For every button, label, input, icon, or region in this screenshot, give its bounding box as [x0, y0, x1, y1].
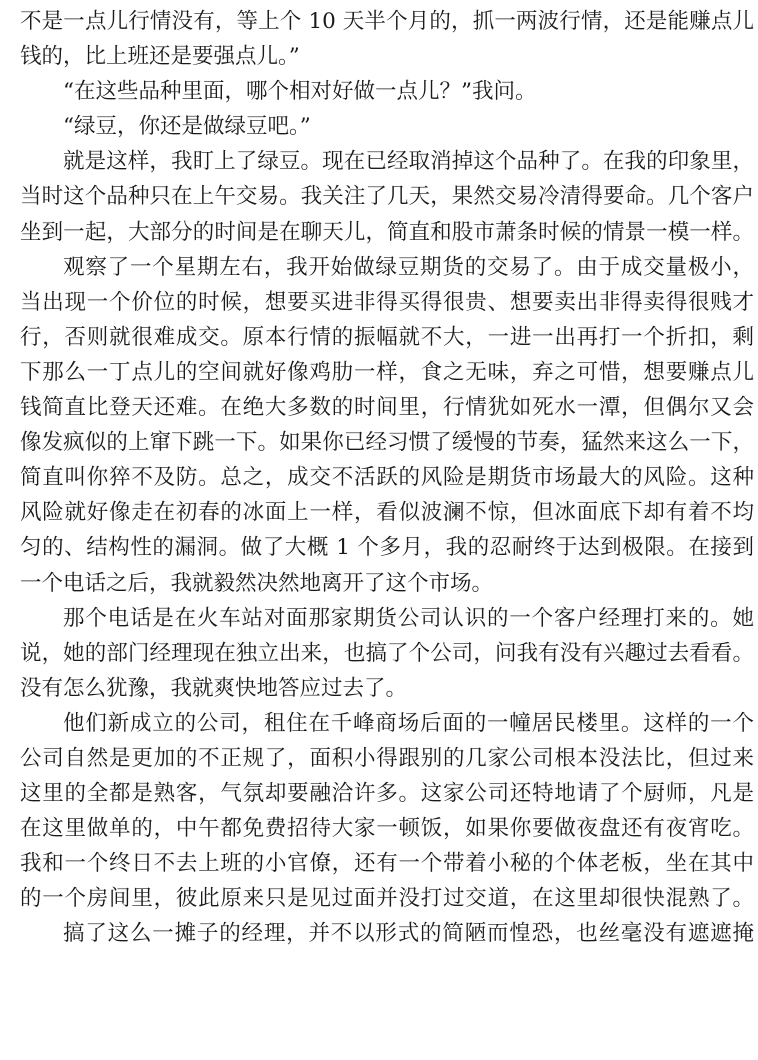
- text-line: 下那么一丁点儿的空间就好像鸡肋一样，食之无味，弃之可惜，想要赚点儿: [20, 359, 754, 385]
- text-line: 一个电话之后，我就毅然决然地离开了这个市场。: [20, 570, 494, 596]
- text-line: 钱的，比上班还是要强点儿。”: [20, 44, 300, 70]
- text-line: 这里的全都是熟客，气氛却要融洽许多。这家公司还特地请了个厨师，凡是: [20, 781, 754, 807]
- text-line: 行，否则就很难成交。原本行情的振幅就不大，一进一出再打一个折扣，剩: [20, 324, 754, 350]
- text-line: 不是一点儿行情没有，等上个 10 天半个月的，抓一两波行情，还是能赚点儿: [20, 9, 754, 34]
- text-line: 简直叫你猝不及防。总之，成交不活跃的风险是期货市场最大的风险。这种: [20, 465, 754, 491]
- text-line: 坐到一起，大部分的时间是在聊天儿，简直和股市萧条时候的情景一模一样。: [20, 219, 754, 245]
- text-line: 公司自然是更加的不正规了，面积小得跟别的几家公司根本没法比，但过来: [20, 745, 754, 771]
- text-line: 我和一个终日不去上班的小官僚，还有一个带着小秘的个体老板，坐在其中: [20, 851, 754, 877]
- body-text: [20, 4, 754, 952]
- paragraph-first-line: 他们新成立的公司，租住在千峰商场后面的一幢居民楼里。这样的一个: [63, 710, 754, 736]
- text-line: 当出现一个价位的时候，想要买进非得买得很贵、想要卖出非得卖得很贱才: [20, 289, 754, 315]
- paragraph-first-line: “绿豆，你还是做绿豆吧。”: [63, 114, 311, 140]
- text-line: 像发疯似的上窜下跳一下。如果你已经习惯了缓慢的节奏，猛然来这么一下，: [20, 430, 754, 456]
- text-line: 当时这个品种只在上午交易。我关注了几天，果然交易冷清得要命。几个客户: [20, 184, 754, 210]
- text-line: 说，她的部门经理现在独立出来，也搞了个公司，问我有没有兴趣过去看看。: [20, 640, 754, 666]
- text-line: 在这里做单的，中午都免费招待大家一顿饭，如果你要做夜盘还有夜宵吃。: [20, 816, 754, 842]
- paragraph-first-line: 搞了这么一摊子的经理，并不以形式的简陋而惶恐，也丝毫没有遮遮掩: [63, 921, 754, 947]
- paragraph-first-line: 观察了一个星期左右，我开始做绿豆期货的交易了。由于成交量极小，: [63, 254, 754, 280]
- text-line: 的一个房间里，彼此原来只是见过面并没打过交道，在这里却很快混熟了。: [20, 886, 754, 912]
- paragraph-first-line: “在这些品种里面，哪个相对好做一点儿？”我问。: [63, 79, 537, 105]
- text-line: 没有怎么犹豫，我就爽快地答应过去了。: [20, 675, 408, 701]
- text-line: 风险就好像走在初春的冰面上一样，看似波澜不惊，但冰面底下却有着不均: [20, 500, 754, 526]
- text-line: 匀的、结构性的漏洞。做了大概 1 个多月，我的忍耐终于达到极限。在接到: [20, 535, 754, 561]
- paragraph-first-line: 那个电话是在火车站对面那家期货公司认识的一个客户经理打来的。她: [63, 605, 754, 631]
- text-line: 钱简直比登天还难。在绝大多数的时间里，行情犹如死水一潭，但偶尔又会: [20, 395, 754, 421]
- paragraph-first-line: 就是这样，我盯上了绿豆。现在已经取消掉这个品种了。在我的印象里，: [63, 149, 754, 175]
